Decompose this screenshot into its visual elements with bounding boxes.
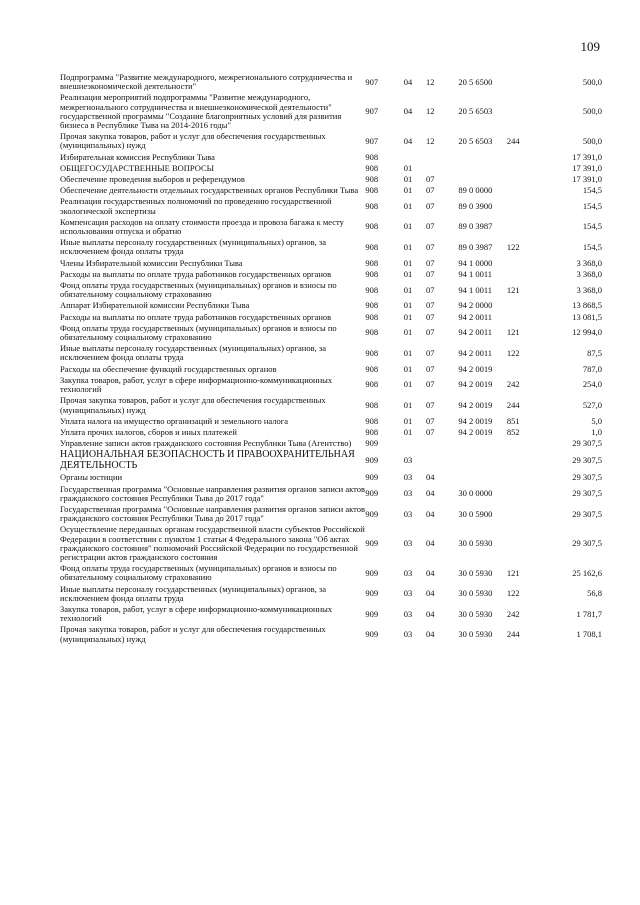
row-subsection-code: 07 [426, 311, 435, 322]
row-amount: 13 868,5 [572, 300, 602, 311]
table-row [60, 312, 602, 323]
row-expense-type: 122 [506, 588, 520, 599]
row-section-code: 01 [403, 327, 413, 338]
row-description: ОБЩЕГОСУДАРСТВЕННЫЕ ВОПРОСЫ [60, 162, 215, 173]
row-section-code: 01 [403, 185, 413, 196]
row-expense-type [507, 258, 537, 269]
row-amount: 29 307,5 [572, 488, 602, 499]
table-row [60, 163, 602, 174]
row-subsection-code: 07 [426, 284, 435, 295]
row-ministry-code: 908 [365, 151, 379, 162]
row-description: Иные выплаты персоналу государственных (муниципальных) органов, за исключением фонда оплаты труда [60, 583, 326, 603]
row-expense-type: 122 [506, 347, 520, 358]
row-amount: 12 994,0 [572, 327, 602, 338]
row-section-code: 01 [403, 300, 413, 311]
row-description: Иные выплаты персоналу государственных (муниципальных) органов, за исключением фонда оплаты труда [60, 237, 326, 257]
row-subsection-code: 07 [426, 300, 435, 311]
row-amount: 3 368,0 [576, 257, 602, 268]
row-expense-type: 851 [506, 415, 520, 426]
table-row [60, 395, 602, 415]
row-target-article [458, 449, 507, 472]
row-ministry-code: 908 [365, 415, 379, 426]
row-expense-type: 242 [506, 608, 520, 619]
table-row [60, 375, 602, 395]
row-subsection-code: 04 [426, 588, 435, 599]
row-description: Реализация мероприятий подпрограммы "Развитие международного, межрегионального сотрудничества и внешнеэкономической деятельности" государственной программы "Создание благоприятных условий для развития бизнеса в Республике Тыва на 2014-2016 годы" [60, 92, 342, 131]
table-row [60, 624, 602, 644]
row-section-code: 03 [403, 628, 413, 639]
row-expense-type [507, 504, 537, 524]
row-expense-type: 121 [506, 327, 520, 338]
row-target-article: 94 2 0019 [458, 399, 493, 410]
row-subsection-code [426, 152, 458, 163]
row-ministry-code: 908 [365, 268, 379, 279]
row-section-code: 03 [403, 508, 413, 519]
table-row [60, 131, 602, 151]
table-row [60, 269, 602, 280]
row-ministry-code: 907 [365, 135, 379, 146]
row-subsection-code: 07 [426, 415, 435, 426]
row-section-code: 01 [403, 162, 413, 173]
table-row [60, 364, 602, 375]
row-description: Члены Избирательной комиссии Республики Тыва [60, 257, 243, 268]
row-ministry-code: 908 [365, 363, 379, 374]
row-ministry-code: 908 [365, 347, 379, 358]
row-section-code: 01 [403, 347, 413, 358]
row-target-article [458, 163, 507, 174]
budget-table-body [60, 72, 602, 645]
row-subsection-code [426, 449, 458, 472]
row-ministry-code: 909 [365, 488, 379, 499]
row-target-article: 94 2 0019 [458, 363, 493, 374]
row-subsection-code: 07 [426, 201, 435, 212]
row-target-article [458, 438, 507, 449]
table-row [60, 174, 602, 185]
row-target-article: 30 0 5930 [458, 588, 493, 599]
row-subsection-code: 07 [426, 241, 435, 252]
row-subsection-code: 07 [426, 221, 435, 232]
row-amount: 56,8 [587, 588, 602, 599]
row-section-code: 03 [403, 472, 413, 483]
row-target-article [458, 174, 507, 185]
row-section-code: 03 [403, 567, 413, 578]
row-subsection-code: 07 [426, 257, 435, 268]
row-description: Уплата налога на имущество организаций и земельного налога [60, 415, 289, 426]
table-row [60, 258, 602, 269]
row-amount: 154,5 [582, 201, 602, 212]
row-target-article: 94 2 0019 [458, 426, 493, 437]
row-expense-type [507, 484, 537, 504]
row-amount: 5,0 [591, 415, 602, 426]
row-amount: 154,5 [582, 241, 602, 252]
row-subsection-code: 12 [426, 106, 435, 117]
row-section-code: 01 [403, 426, 413, 437]
row-description: Реализация государственных полномочий по проведению государственной экологической экспертизы [60, 196, 332, 216]
row-ministry-code: 909 [365, 455, 379, 466]
table-row [60, 280, 602, 300]
row-amount: 1,0 [591, 426, 602, 437]
table-row [60, 524, 602, 563]
row-amount: 500,0 [582, 135, 602, 146]
row-description: Фонд оплаты труда государственных (муниципальных) органов и взносы по обязательному социальному страхованию [60, 563, 337, 583]
table-row [60, 196, 602, 216]
table-row [60, 472, 602, 483]
table-row [60, 563, 602, 583]
row-section-code: 01 [403, 201, 413, 212]
row-subsection-code: 04 [426, 488, 435, 499]
row-ministry-code: 908 [365, 174, 379, 185]
row-amount: 787,0 [582, 363, 602, 374]
row-section-code: 01 [403, 363, 413, 374]
row-description: Осуществление переданных органам государственной власти субъектов Российской Федерации в соответствии с пунктом 1 статьи 4 Федерального закона "Об актах гражданского состояния" полномочий Российской Федерации по государственной регистрации актов гражданского состояния [60, 524, 365, 562]
row-subsection-code: 07 [426, 268, 435, 279]
row-section-code: 03 [403, 455, 413, 466]
row-description: НАЦИОНАЛЬНАЯ БЕЗОПАСНОСТЬ И ПРАВООХРАНИТЕЛЬНАЯ ДЕЯТЕЛЬНОСТЬ [60, 449, 355, 471]
row-amount: 29 307,5 [572, 538, 602, 549]
row-ministry-code: 908 [365, 399, 379, 410]
row-section-code [404, 438, 426, 449]
row-subsection-code: 04 [426, 567, 435, 578]
table-row [60, 185, 602, 196]
row-amount: 527,0 [582, 399, 602, 410]
table-row [60, 416, 602, 427]
row-amount: 500,0 [582, 106, 602, 117]
row-section-code: 01 [403, 379, 413, 390]
row-description: Расходы на выплаты по оплате труда работников государственных органов [60, 268, 332, 279]
row-amount: 13 081,5 [572, 311, 602, 322]
row-description: Закупка товаров, работ, услуг в сфере информационно-коммуникационных технологий [60, 374, 333, 395]
row-expense-type [507, 163, 537, 174]
row-target-article: 94 2 0019 [458, 379, 493, 390]
row-section-code: 04 [403, 106, 413, 117]
row-ministry-code: 908 [365, 426, 379, 437]
row-expense-type [507, 438, 537, 449]
row-target-article: 94 2 0011 [458, 347, 493, 358]
row-expense-type: 852 [506, 426, 520, 437]
row-description: Уплата прочих налогов, сборов и иных платежей [60, 426, 237, 437]
row-ministry-code: 908 [365, 221, 379, 232]
row-section-code [404, 152, 426, 163]
row-section-code: 03 [403, 588, 413, 599]
row-section-code: 01 [403, 268, 413, 279]
row-target-article: 30 0 0000 [458, 488, 493, 499]
row-target-article: 94 2 0000 [458, 300, 493, 311]
row-amount: 1 708,1 [576, 628, 602, 639]
row-ministry-code: 908 [365, 241, 379, 252]
row-target-article: 89 0 3987 [458, 221, 493, 232]
row-expense-type: 121 [506, 567, 520, 578]
row-target-article: 89 0 0000 [458, 185, 493, 196]
row-description: Закупка товаров, работ, услуг в сфере информационно-коммуникационных технологий [60, 603, 333, 624]
row-target-article: 30 0 5930 [458, 608, 493, 619]
row-section-code: 04 [403, 135, 413, 146]
row-amount: 29 307,5 [572, 472, 602, 483]
row-subsection-code: 07 [426, 399, 435, 410]
row-section-code: 01 [403, 257, 413, 268]
row-ministry-code: 907 [365, 76, 379, 87]
row-target-article: 20 5 6503 [458, 106, 493, 117]
table-row [60, 604, 602, 624]
row-target-article [458, 472, 507, 483]
row-description: Государственная программа "Основные направления развития органов записи актов гражданского состояния Республики Тыва до 2017 года" [60, 503, 365, 524]
row-description: Прочая закупка товаров, работ и услуг для обеспечения государственных (муниципальных) нужд [60, 395, 326, 415]
row-expense-type [507, 364, 537, 375]
row-target-article [458, 152, 507, 163]
row-description: Расходы на выплаты по оплате труда работников государственных органов [60, 311, 332, 322]
row-amount: 17 391,0 [572, 151, 602, 162]
table-row [60, 343, 602, 363]
row-expense-type [507, 196, 537, 216]
row-expense-type: 121 [506, 284, 520, 295]
row-amount: 17 391,0 [572, 162, 602, 173]
table-row [60, 217, 602, 237]
row-expense-type [507, 72, 537, 92]
row-description: Фонд оплаты труда государственных (муниципальных) органов и взносы по обязательному социальному страхованию [60, 322, 337, 343]
row-subsection-code: 12 [426, 135, 435, 146]
row-description: Обеспечение проведения выборов и референдумов [60, 174, 245, 185]
row-expense-type [507, 312, 537, 323]
row-subsection-code: 07 [426, 174, 435, 185]
row-amount: 254,0 [582, 379, 602, 390]
row-subsection-code: 04 [426, 508, 435, 519]
row-description: Избирательная комиссия Республики Тыва [60, 151, 215, 162]
row-amount: 29 307,5 [572, 438, 602, 449]
row-target-article: 30 0 5930 [458, 538, 493, 549]
budget-table [60, 72, 602, 645]
row-ministry-code: 909 [365, 472, 379, 483]
row-subsection-code: 07 [426, 363, 435, 374]
row-subsection-code: 04 [426, 472, 435, 483]
row-expense-type [507, 524, 537, 563]
table-row [60, 152, 602, 163]
row-expense-type [507, 92, 537, 131]
row-target-article: 94 2 0019 [458, 415, 493, 426]
row-expense-type [507, 185, 537, 196]
row-ministry-code: 909 [365, 608, 379, 619]
row-ministry-code: 909 [365, 538, 379, 549]
row-expense-type: 244 [506, 135, 520, 146]
row-section-code: 01 [403, 399, 413, 410]
row-ministry-code: 908 [365, 201, 379, 212]
row-ministry-code: 907 [365, 106, 379, 117]
page-number: 109 [580, 39, 600, 54]
row-expense-type [507, 449, 537, 472]
row-target-article: 30 0 5900 [458, 508, 493, 519]
row-expense-type: 122 [506, 241, 520, 252]
row-target-article: 20 5 6503 [458, 135, 493, 146]
row-section-code: 03 [403, 538, 413, 549]
row-ministry-code: 908 [365, 379, 379, 390]
row-subsection-code: 04 [426, 608, 435, 619]
row-description: Компенсация расходов на оплату стоимости проезда и провоза багажа к месту использования отпуска и обратно [60, 216, 344, 237]
table-row [60, 323, 602, 343]
row-ministry-code: 909 [365, 588, 379, 599]
row-target-article: 94 1 0011 [458, 284, 493, 295]
row-description: Государственная программа "Основные направления развития органов записи актов гражданского состояния Республики Тыва до 2017 года" [60, 483, 365, 503]
row-description: Подпрограмма "Развитие международного, межрегионального сотрудничества и внешнеэкономической деятельности" [60, 72, 353, 92]
row-amount: 154,5 [582, 185, 602, 196]
table-row [60, 300, 602, 311]
table-row [60, 92, 602, 131]
row-expense-type [507, 269, 537, 280]
row-ministry-code: 908 [365, 327, 379, 338]
table-row [60, 484, 602, 504]
row-amount: 3 368,0 [576, 268, 602, 279]
row-expense-type [507, 217, 537, 237]
row-expense-type [507, 174, 537, 185]
row-description: Прочая закупка товаров, работ и услуг для обеспечения государственных (муниципальных) нужд [60, 131, 326, 151]
row-section-code: 01 [403, 221, 413, 232]
row-subsection-code: 12 [426, 76, 435, 87]
row-amount: 154,5 [582, 221, 602, 232]
row-subsection-code: 07 [426, 379, 435, 390]
row-ministry-code: 909 [365, 438, 379, 449]
table-row [60, 584, 602, 604]
row-expense-type [507, 472, 537, 483]
table-row [60, 449, 602, 472]
row-ministry-code: 909 [365, 508, 379, 519]
table-row [60, 438, 602, 449]
row-ministry-code: 909 [365, 567, 379, 578]
row-subsection-code: 07 [426, 426, 435, 437]
row-section-code: 01 [403, 174, 413, 185]
row-expense-type: 244 [506, 628, 520, 639]
row-section-code: 01 [403, 415, 413, 426]
row-description: Обеспечение деятельности отдельных государственных органов Республики Тыва [60, 185, 359, 196]
row-section-code: 04 [403, 76, 413, 87]
row-expense-type [507, 300, 537, 311]
row-ministry-code: 908 [365, 300, 379, 311]
row-subsection-code: 07 [426, 327, 435, 338]
row-subsection-code [426, 163, 458, 174]
row-amount: 3 368,0 [576, 284, 602, 295]
row-subsection-code [426, 438, 458, 449]
row-section-code: 03 [403, 488, 413, 499]
row-target-article: 30 0 5930 [458, 567, 493, 578]
row-target-article: 94 2 0011 [458, 327, 493, 338]
row-section-code: 03 [403, 608, 413, 619]
row-subsection-code: 07 [426, 347, 435, 358]
row-target-article: 89 0 3987 [458, 241, 493, 252]
row-description: Управление записи актов гражданского состояния Республики Тыва (Агентство) [60, 438, 352, 449]
table-row [60, 72, 602, 92]
table-row [60, 427, 602, 438]
row-target-article: 94 1 0000 [458, 257, 493, 268]
row-amount: 1 781,7 [576, 608, 602, 619]
row-ministry-code: 908 [365, 311, 379, 322]
row-expense-type: 242 [506, 379, 520, 390]
row-amount: 29 307,5 [572, 508, 602, 519]
row-subsection-code: 07 [426, 185, 435, 196]
row-description: Расходы на обеспечение функций государственных органов [60, 363, 277, 374]
row-amount: 17 391,0 [572, 174, 602, 185]
row-section-code: 01 [403, 311, 413, 322]
row-ministry-code: 908 [365, 185, 379, 196]
row-ministry-code: 909 [365, 628, 379, 639]
table-row [60, 237, 602, 257]
row-section-code: 01 [403, 241, 413, 252]
row-description: Прочая закупка товаров, работ и услуг для обеспечения государственных (муниципальных) нужд [60, 624, 326, 644]
row-target-article: 89 0 3900 [458, 201, 493, 212]
row-ministry-code: 908 [365, 257, 379, 268]
row-expense-type [507, 152, 537, 163]
row-ministry-code: 908 [365, 284, 379, 295]
row-description: Органы юстиции [60, 472, 123, 483]
row-target-article: 20 5 6500 [458, 76, 493, 87]
row-expense-type: 244 [506, 399, 520, 410]
row-subsection-code: 04 [426, 628, 435, 639]
table-row [60, 504, 602, 524]
row-amount: 87,5 [587, 347, 602, 358]
row-description: Фонд оплаты труда государственных (муниципальных) органов и взносы по обязательному социальному страхованию [60, 280, 337, 300]
row-description: Иные выплаты персоналу государственных (муниципальных) органов, за исключением фонда оплаты труда [60, 343, 326, 363]
row-section-code: 01 [403, 284, 413, 295]
row-target-article: 94 2 0011 [458, 311, 493, 322]
row-description: Аппарат Избирательной комиссии Республики Тыва [60, 300, 250, 311]
row-target-article: 30 0 5930 [458, 628, 493, 639]
row-subsection-code: 04 [426, 538, 435, 549]
row-amount: 25 162,6 [572, 567, 602, 578]
row-target-article: 94 1 0011 [458, 268, 493, 279]
row-amount: 500,0 [582, 76, 602, 87]
row-ministry-code: 908 [365, 162, 379, 173]
row-amount: 29 307,5 [572, 455, 602, 466]
